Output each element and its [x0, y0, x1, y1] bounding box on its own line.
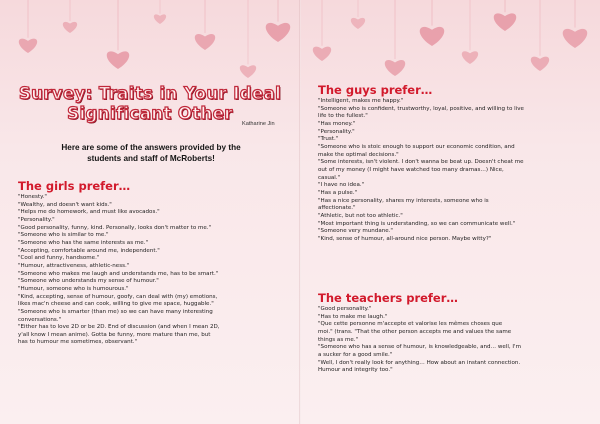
answer-line: "Either has to love 2D or be 2D. End of discussion (and when I mean 2D, [18, 324, 220, 331]
article-title [10, 84, 290, 124]
answer-line: "Accepting, comfortable around me, independent." [18, 247, 160, 254]
answer-line: out of my money (I might have watched too many dramas…) Nice, [318, 166, 504, 173]
answer-line: "Humour, someone who is humourous." [18, 285, 129, 292]
intro-line-1: Here are some of the answers provided by the [61, 143, 241, 152]
answer-line: "Someone who understands my sense of humour." [18, 278, 159, 285]
title-line-2: Significant Other [67, 104, 233, 123]
answer-line: "Personality." [18, 216, 55, 223]
answer-line: "Someone who is stoic enough to support our economic condition, and [318, 143, 515, 150]
girls-answers-list [18, 194, 288, 347]
answer-line: conversations." [18, 316, 62, 323]
answer-line: "Helps me do homework, and must like avocados." [18, 209, 160, 216]
answer-line: affectionate." [318, 205, 356, 212]
teachers-answers-list [318, 306, 588, 375]
answer-line: "Has to make me laugh." [318, 313, 388, 320]
author-byline: Katharine Jin [242, 121, 275, 127]
answer-line: likes mac'n cheese and can cook, willing to give me space, huggable." [18, 301, 214, 308]
answer-line: "Most important thing is understanding, so we can communicate well." [318, 220, 516, 227]
answer-line: "Someone very mundane." [318, 228, 393, 235]
answer-line: "Good personality, funny, kind. Personally, looks don't matter to me." [18, 224, 212, 231]
answer-line: make the optimal decisions." [318, 151, 399, 158]
answer-line: "Wealthy, and doesn't want kids." [18, 201, 112, 208]
answer-line: "Kind, accepting, sense of humour, goofy, can deal with (my) emotions, [18, 293, 218, 300]
girls-heading: The girls prefer… [18, 179, 131, 193]
answer-line: "Trust." [318, 136, 339, 143]
answer-line: "Personality." [318, 128, 355, 135]
answer-line: "Someone who makes me laugh and understands me, has to be smart." [18, 270, 219, 277]
answer-line: casual." [318, 174, 341, 181]
answer-line: "Someone who has the same interests as me." [18, 239, 148, 246]
answer-line: "Cool and funny, handsome." [18, 255, 100, 262]
answer-line: "Good personality." [318, 306, 372, 312]
answer-line: moi." (trans. "That the other person accepts me and values the same [318, 328, 512, 335]
answer-line: "Someone who is similar to me." [18, 232, 109, 239]
answer-line: "Has money." [318, 120, 356, 127]
guys-heading: The guys prefer… [318, 83, 433, 97]
answer-line: "Has a pulse." [318, 189, 358, 196]
answer-line: "Someone who is confident, trustworthy, loyal, positive, and willing to live [318, 105, 524, 112]
answer-line: "Athletic, but not too athletic." [318, 212, 403, 219]
answer-line: y'all know I mean anime). Gotta be funny, more mature than me, but [18, 331, 211, 338]
answer-line: has to humour me sometimes, observant." [18, 339, 138, 346]
answer-line: a sucker for a good smile." [318, 351, 393, 358]
answer-line: "Que cette personne m'accepte et valorise les mêmes choses que [318, 321, 503, 328]
guys-answers-list [318, 98, 588, 243]
answer-line: "Honesty." [18, 194, 47, 200]
answer-line: Humour and integrity too." [318, 367, 393, 374]
answer-line: "Some interests, isn't violent. I don't wanna be beat up. Doesn't cheat me [318, 159, 524, 166]
intro-line-2: students and staff of McRoberts! [87, 154, 215, 163]
answer-line: "Has a nice personality, shares my interests, someone who is [318, 197, 489, 204]
answer-line: "Kind, sense of humour, all-around nice person. Maybe witty?" [318, 235, 492, 242]
answer-line: "Someone who has a sense of humour, is knowledgeable, and… well, I'm [318, 344, 521, 351]
answer-line: "Well, I don't really look for anything… How about an instant connection. [318, 359, 521, 366]
teachers-heading: The teachers prefer… [318, 291, 458, 305]
answer-line: "I have no idea." [318, 182, 365, 189]
intro-text [20, 142, 282, 164]
title-line-1: Survey: Traits in Your Ideal [18, 84, 282, 103]
answer-line: "Someone who is smarter (than me) so we can have many interesting [18, 308, 213, 315]
answer-line: things as me." [318, 336, 359, 343]
answer-line: "Intelligent, makes me happy." [318, 98, 404, 104]
right-page [300, 0, 600, 424]
answer-line: "Humour, attractiveness, athletic-ness." [18, 262, 130, 269]
answer-line: life to the fullest." [318, 113, 368, 120]
